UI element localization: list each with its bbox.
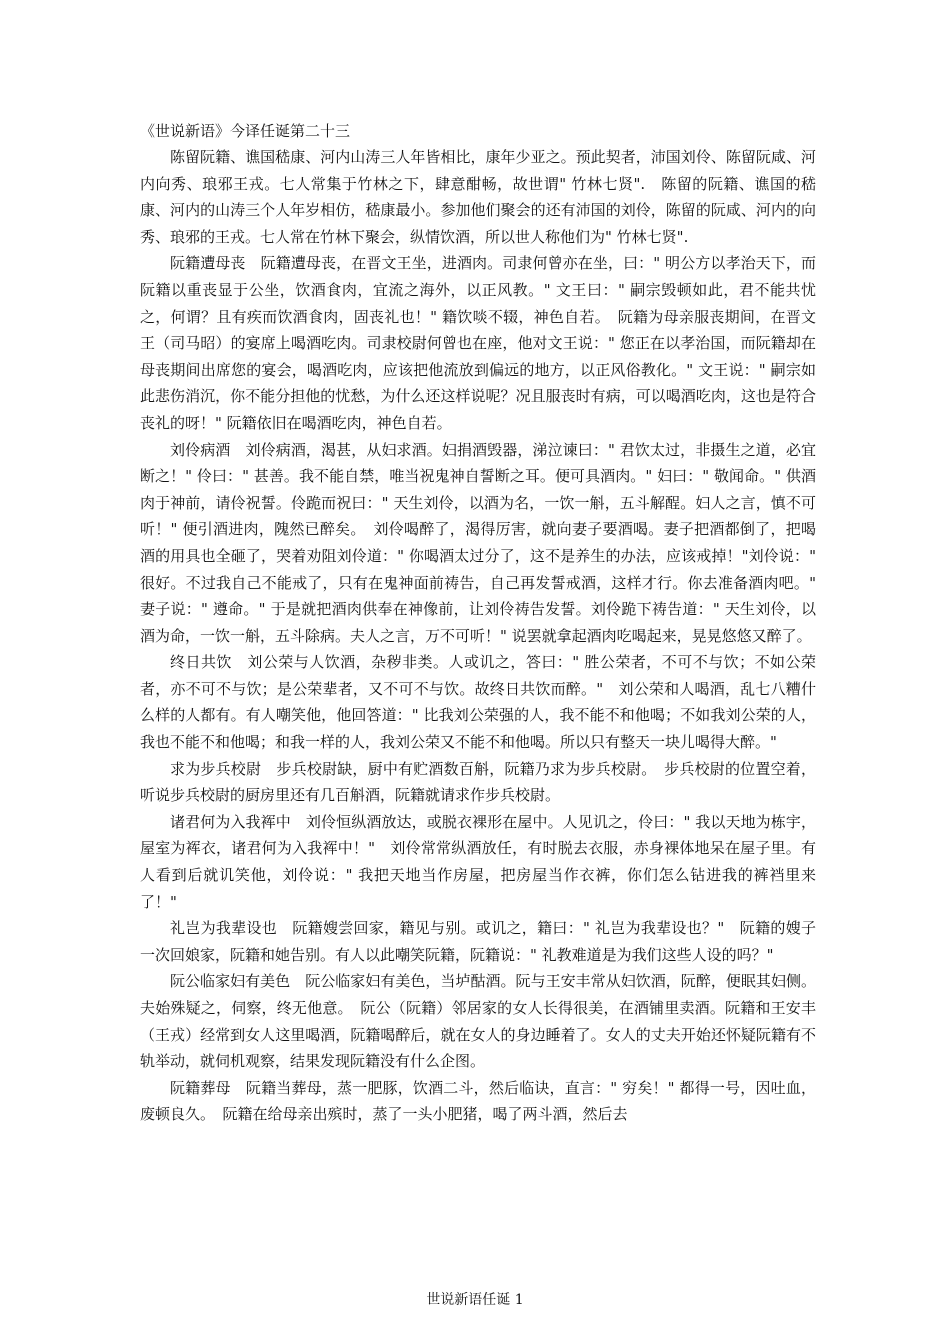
- paragraph-ruanji-mourning: 阮籍遭母丧 阮籍遭母丧，在晋文王坐，进酒肉。司隶何曾亦在坐，曰：" 明公方以孝治天下，而阮籍以重丧显于公坐，饮酒食肉，宜流之海外，以正风教。" 文王曰：" 嗣宗毁顿如此，君不能共忧之，何谓？且有疾而饮酒食肉，固丧礼也！" 籍饮啖不辍，神色自若。 阮籍为母亲服丧期间，在晋文王（司马昭）的宴席上喝酒吃肉。司隶校尉何曾也在座，他对文王说：" 您正在以孝治国，而阮籍却在母丧期间出席您的宴会，喝酒吃肉，应该把他流放到偏远的地方，以正风俗教化。" 文王说：" 嗣宗如此悲伤消沉，你不能分担他的忧愁，为什么还这样说呢？况且服丧时有病，可以喝酒吃肉，这也是符合丧礼的呀！" 阮籍依旧在喝酒吃肉，神色自若。: [140, 254, 816, 432]
- paragraph-burying-mother: 阮籍葬母 阮籍当葬母，蒸一肥豚，饮酒二斗，然后临诀，直言：" 穷矣！" 都得一号，因吐血，废顿良久。 阮籍在给母亲出殡时，蒸了一头小肥猪，喝了两斗酒，然后去: [140, 1078, 816, 1124]
- paragraph-neighbor-beauty: 阮公临家妇有美色 阮公临家妇有美色，当垆酤酒。阮与王安丰常从妇饮酒，阮醉，便眠其妇侧。夫始殊疑之，伺察，终无他意。 阮公（阮籍）邻居家的女人长得很美，在酒铺里卖酒。阮籍和王安丰（王戎）经常到女人这里喝酒，阮籍喝醉后，就在女人的身边睡着了。女人的丈夫开始还怀疑阮籍有不轨举动，就伺机观察，结果发现阮籍没有什么企图。: [140, 972, 816, 1071]
- document-body: [140, 118, 816, 1128]
- paragraph-drinking-all-day: 终日共饮 刘公荣与人饮酒，杂秽非类。人或讥之，答曰：" 胜公荣者，不可不与饮；不如公荣者，亦不可不与饮；是公荣辈者，又不可不与饮。故终日共饮而醉。" 刘公荣和人喝酒，乱七八糟什么样的人都有。有人嘲笑他，他回答道：" 比我刘公荣强的人，我不能不和他喝；不如我刘公荣的人，我也不能不和他喝；和我一样的人，我刘公荣又不能不和他喝。所以只有整天一块儿喝得大醉。": [140, 653, 816, 752]
- paragraph-rites: 礼岂为我辈设也 阮籍嫂尝回家，籍见与别。或讥之，籍曰：" 礼岂为我辈设也？" 阮籍的嫂子一次回娘家，阮籍和她告别。有人以此嘲笑阮籍，阮籍说：" 礼教难道是为我们这些人设的吗？": [140, 919, 816, 964]
- document-title: 《世说新语》今译任诞第二十三: [140, 122, 351, 140]
- paragraph-infantry-commandant: 求为步兵校尉 步兵校尉缺，厨中有贮酒数百斛，阮籍乃求为步兵校尉。 步兵校尉的位置空着，听说步兵校尉的厨房里还有几百斛酒，阮籍就请求作步兵校尉。: [140, 759, 816, 805]
- page-footer: 世说新语任诞 1: [426, 1292, 524, 1308]
- paragraph-into-my-trousers: 诸君何为入我裈中 刘伶恒纵酒放达，或脱衣裸形在屋中。人见讥之，伶曰：" 我以天地为栋宇，屋室为裈衣，诸君何为入我裈中！" 刘伶常常纵酒放任，有时脱去衣服，赤身裸体地呆在屋子里。有人看到后就讥笑他，刘伶说：" 我把天地当作房屋，把房屋当作衣裤，你们怎么钻进我的裤裆里来了！": [140, 812, 816, 911]
- paragraph-bamboo-sages: 陈留阮籍、谯国嵇康、河内山涛三人年皆相比，康年少亚之。预此契者，沛国刘伶、陈留阮咸、河内向秀、琅邪王戎。七人常集于竹林之下，肆意酣畅，故世谓" 竹林七贤". 陈留的阮籍、谯国的嵇康、河内的山涛三个人年岁相仿，嵇康最小。参加他们聚会的还有沛国的刘伶，陈留的阮咸、河内的向秀、琅邪的王戎。七人常在竹林下聚会，纵情饮酒，所以世人称他们为" 竹林七贤".: [140, 148, 816, 246]
- paragraph-liuling-wine: 刘伶病酒 刘伶病酒，渴甚，从妇求酒。妇捐酒毁器，涕泣谏曰：" 君饮太过，非摄生之道，必宜断之！" 伶曰：" 甚善。我不能自禁，唯当祝鬼神自誓断之耳。便可具酒肉。" 妇曰：" 敬闻命。" 供酒肉于神前，请伶祝誓。伶跪而祝曰：" 天生刘伶，以酒为名，一饮一斛，五斗解酲。妇人之言，慎不可听！" 便引酒进肉，隗然已醉矣。 刘伶喝醉了，渴得厉害，就向妻子要酒喝。妻子把酒都倒了，把喝酒的用具也全砸了，哭着劝阻刘伶道：" 你喝酒太过分了，这不是养生的办法，应该戒掉！"刘伶说：" 很好。不过我自己不能戒了，只有在鬼神面前祷告，自己再发誓戒酒，这样才行。你去准备酒肉吧。" 妻子说：" 遵命。" 于是就把酒肉供奉在神像前，让刘伶祷告发誓。刘伶跪下祷告道：" 天生刘伶，以酒为命，一饮一斛，五斗除病。夫人之言，万不可听！" 说罢就拿起酒肉吃喝起来，晃晃悠悠又醉了。: [140, 440, 816, 645]
